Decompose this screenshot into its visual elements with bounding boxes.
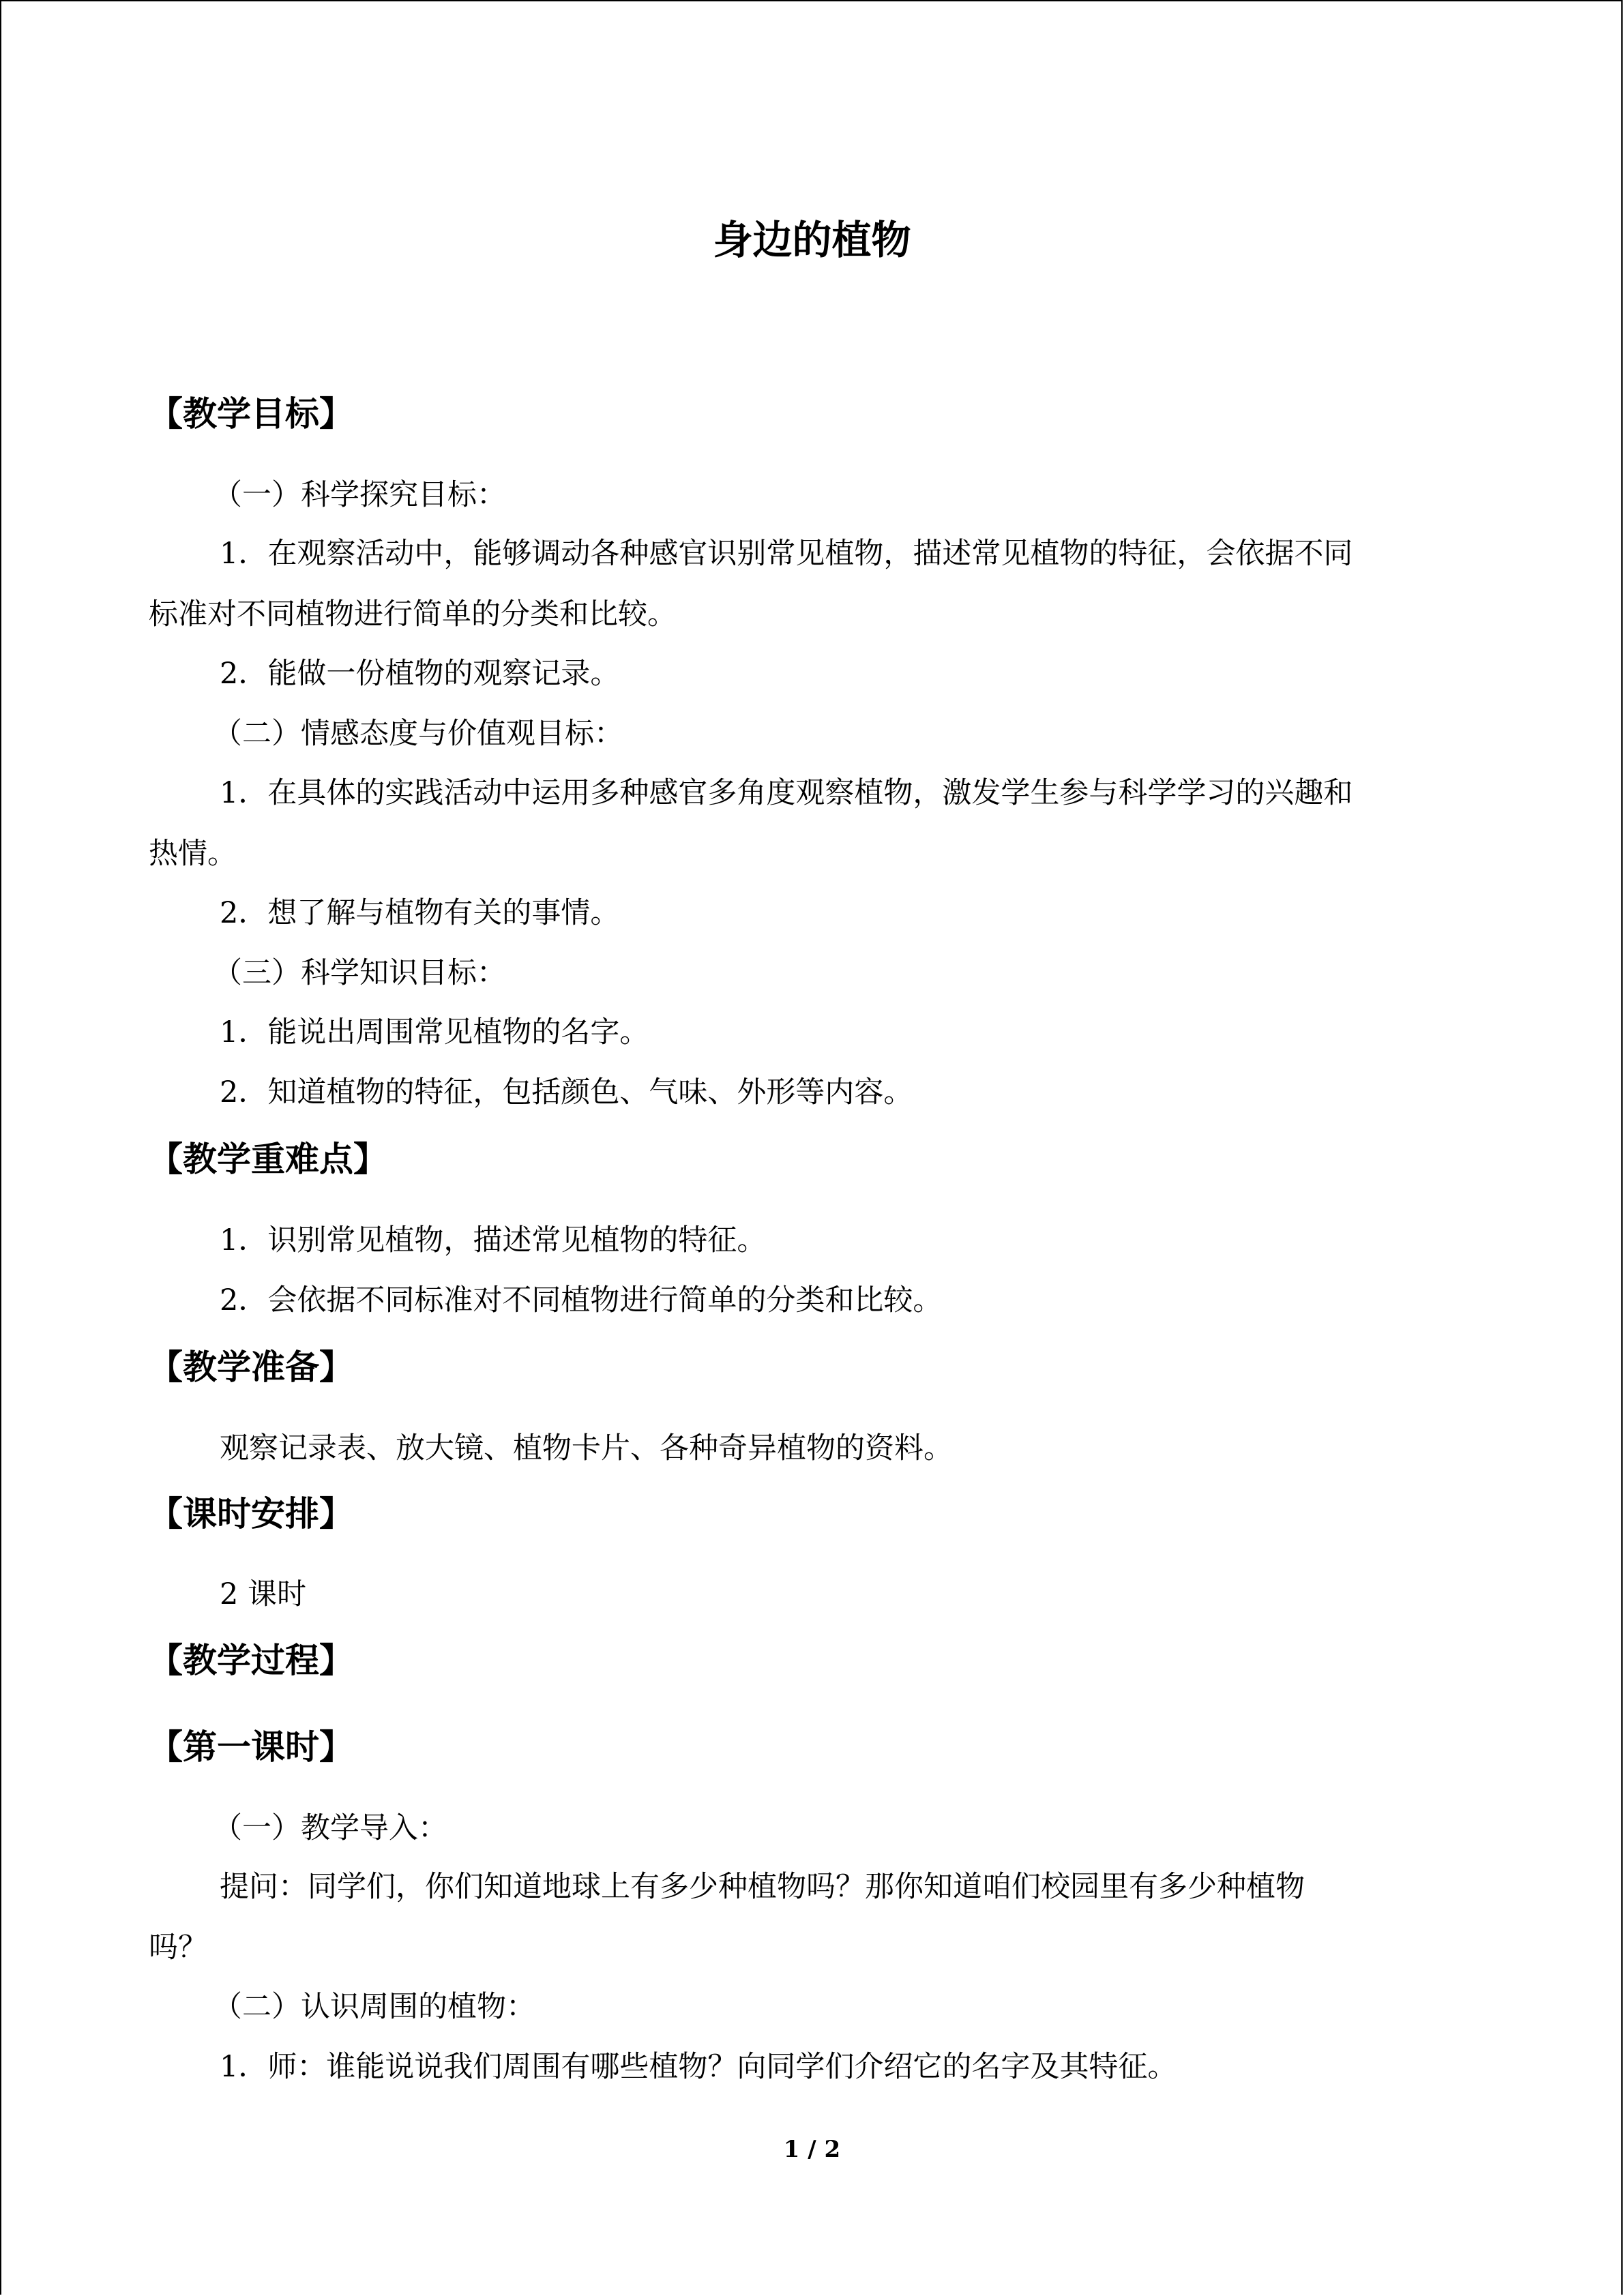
goals-attitude-item1-line2: 热情。 <box>149 837 237 871</box>
goals-attitude-item2: 2．想了解与植物有关的事情。 <box>220 896 620 930</box>
goals-attitude-item1-line1: 1．在具体的实践活动中运用多种感官多角度观察植物，激发学生参与科学学习的兴趣和 <box>220 776 1353 810</box>
key-points-item2: 2．会依据不同标准对不同植物进行简单的分类和比较。 <box>220 1283 943 1317</box>
heading-schedule: 【课时安排】 <box>149 1494 353 1534</box>
heading-teaching-goals: 【教学目标】 <box>149 394 353 434</box>
heading-teaching-process: 【教学过程】 <box>149 1641 353 1680</box>
goals-knowledge-item1: 1．能说出周围常见植物的名字。 <box>220 1015 649 1049</box>
document-title: 身边的植物 <box>713 217 911 263</box>
first-lesson-question-line2: 吗？ <box>149 1930 207 1965</box>
first-lesson-item1: 1．师：谁能说说我们周围有哪些植物？向同学们介绍它的名字及其特征。 <box>220 2050 1177 2084</box>
first-lesson-subheading-plants: （二）认识周围的植物： <box>213 1990 535 2024</box>
goals-subheading-inquiry: （一）科学探究目标： <box>213 478 506 512</box>
first-lesson-question-line1: 提问：同学们，你们知道地球上有多少种植物吗？那你知道咱们校园里有多少种植物 <box>220 1870 1305 1904</box>
goals-subheading-knowledge: （三）科学知识目标： <box>213 956 506 990</box>
schedule-text: 2 课时 <box>220 1577 307 1611</box>
goals-inquiry-item2: 2．能做一份植物的观察记录。 <box>220 657 620 691</box>
first-lesson-subheading-intro: （一）教学导入： <box>213 1811 447 1845</box>
goals-knowledge-item2: 2．知道植物的特征，包括颜色、气味、外形等内容。 <box>220 1075 913 1109</box>
goals-subheading-attitude: （二）情感态度与价值观目标： <box>213 717 623 751</box>
heading-key-points: 【教学重难点】 <box>149 1139 387 1179</box>
heading-first-lesson: 【第一课时】 <box>149 1727 353 1767</box>
goals-inquiry-item1-line2: 标准对不同植物进行简单的分类和比较。 <box>149 597 677 631</box>
preparation-text: 观察记录表、放大镜、植物卡片、各种奇异植物的资料。 <box>220 1431 953 1465</box>
key-points-item1: 1．识别常见植物，描述常见植物的特征。 <box>220 1223 767 1257</box>
goals-inquiry-item1-line1: 1．在观察活动中，能够调动各种感官识别常见植物，描述常见植物的特征，会依据不同 <box>220 537 1353 571</box>
page-number: 1 / 2 <box>783 2136 841 2163</box>
heading-preparation: 【教学准备】 <box>149 1347 353 1387</box>
